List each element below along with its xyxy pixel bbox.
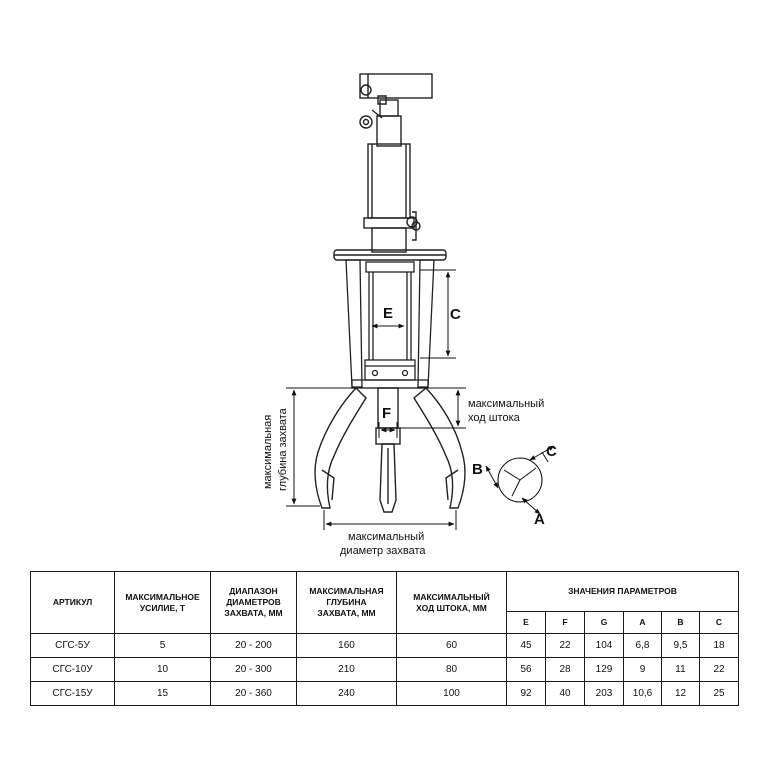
header-param-e: E bbox=[507, 612, 546, 634]
table-row bbox=[31, 634, 739, 658]
dimension-diameter bbox=[324, 510, 456, 530]
cell-param-g: 104 bbox=[585, 634, 624, 658]
cell-depth: 160 bbox=[297, 634, 397, 658]
header-param-b: B bbox=[662, 612, 700, 634]
diameter-note-line1: максимальный bbox=[348, 531, 425, 543]
frame-body bbox=[346, 260, 434, 388]
cell-param-f: 28 bbox=[546, 658, 585, 682]
cell-param-b: 9,5 bbox=[662, 634, 700, 658]
header-param-a: A bbox=[624, 612, 662, 634]
table-row bbox=[31, 682, 739, 706]
cell-param-b: 11 bbox=[662, 658, 700, 682]
header-depth: МАКСИМАЛЬНАЯ ГЛУБИНА ЗАХВАТА, ММ bbox=[297, 572, 397, 634]
stroke-note-line1: максимальный bbox=[468, 398, 545, 410]
header-param-g: G bbox=[585, 612, 624, 634]
cell-stroke: 100 bbox=[397, 682, 507, 706]
cell-param-g: 129 bbox=[585, 658, 624, 682]
depth-note-line1: максимальная bbox=[262, 414, 274, 489]
dimension-f-label: F bbox=[382, 405, 392, 422]
header-param-c: C bbox=[700, 612, 739, 634]
dimension-f bbox=[379, 422, 397, 438]
cell-param-a: 6,8 bbox=[624, 634, 662, 658]
header-param-f: F bbox=[546, 612, 585, 634]
cell-param-c: 22 bbox=[700, 658, 739, 682]
cell-param-e: 56 bbox=[507, 658, 546, 682]
cell-param-b: 12 bbox=[662, 682, 700, 706]
cell-param-f: 40 bbox=[546, 682, 585, 706]
diameter-note-line2: диаметр захвата bbox=[340, 545, 426, 557]
hydraulic-cylinder bbox=[364, 144, 420, 252]
cell-range: 20 - 300 bbox=[211, 658, 297, 682]
cell-depth: 210 bbox=[297, 658, 397, 682]
cell-force: 15 bbox=[115, 682, 211, 706]
table-row bbox=[31, 658, 739, 682]
pump-handle bbox=[360, 74, 432, 146]
detail-b-label: B bbox=[472, 461, 483, 478]
cell-article: СГС-5У bbox=[31, 634, 115, 658]
cell-article: СГС-10У bbox=[31, 658, 115, 682]
stroke-note-line2: ход штока bbox=[468, 412, 520, 424]
cell-depth: 240 bbox=[297, 682, 397, 706]
detail-a-label: A bbox=[534, 511, 545, 528]
spec-table bbox=[30, 571, 739, 706]
cell-param-a: 10,6 bbox=[624, 682, 662, 706]
cell-range: 20 - 360 bbox=[211, 682, 297, 706]
dimension-c-label: C bbox=[450, 306, 461, 323]
header-force: МАКСИМАЛЬНОЕ УСИЛИЕ, Т bbox=[115, 572, 211, 634]
cell-param-f: 22 bbox=[546, 634, 585, 658]
cell-stroke: 60 bbox=[397, 634, 507, 658]
cell-article: СГС-15У bbox=[31, 682, 115, 706]
dimension-depth bbox=[286, 388, 356, 506]
cell-force: 5 bbox=[115, 634, 211, 658]
detail-c-label: C bbox=[546, 443, 557, 460]
header-stroke: МАКСИМАЛЬНЫЙ ХОД ШТОКА, ММ bbox=[397, 572, 507, 634]
depth-note-line2: глубина захвата bbox=[277, 408, 289, 491]
header-article: АРТИКУЛ bbox=[31, 572, 115, 634]
cell-param-g: 203 bbox=[585, 682, 624, 706]
jaw-tip-detail bbox=[486, 446, 554, 514]
cell-stroke: 80 bbox=[397, 658, 507, 682]
dimension-e-label: E bbox=[383, 305, 394, 322]
cell-range: 20 - 200 bbox=[211, 634, 297, 658]
header-params: ЗНАЧЕНИЯ ПАРАМЕТРОВ bbox=[507, 572, 739, 612]
cell-param-e: 45 bbox=[507, 634, 546, 658]
cell-param-c: 25 bbox=[700, 682, 739, 706]
cell-param-e: 92 bbox=[507, 682, 546, 706]
cell-param-a: 9 bbox=[624, 658, 662, 682]
header-range: ДИАПАЗОН ДИАМЕТРОВ ЗАХВАТА, ММ bbox=[211, 572, 297, 634]
cell-param-c: 18 bbox=[700, 634, 739, 658]
cell-force: 10 bbox=[115, 658, 211, 682]
